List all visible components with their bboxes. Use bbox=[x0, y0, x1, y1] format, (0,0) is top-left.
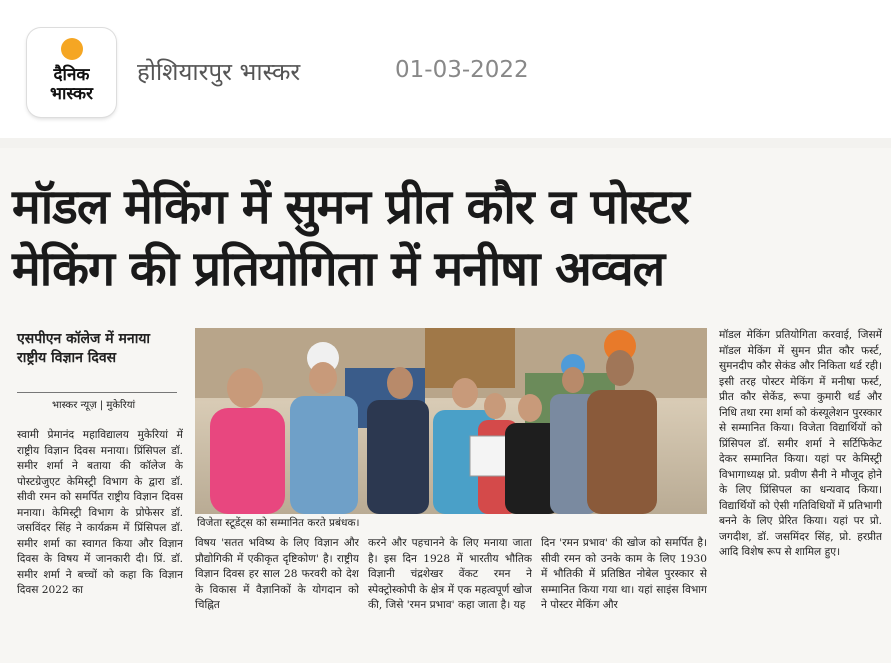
headline-line-2: मेकिंग की प्रतियोगिता में मनीषा अव्वल bbox=[12, 241, 665, 297]
dainik-bhaskar-logo[interactable] bbox=[27, 28, 116, 117]
subhead-divider bbox=[17, 392, 177, 393]
article-column-5: मॉडल मेकिंग प्रतियोगिता करवाई, जिसमें मॉडल मेकिंग में सुमन प्रीत कौर फर्स्ट, सुमनदीप कौर सेकंड और निकिता थर्ड रही। इसी तरह पोस्टर मेकिंग में मनीषा फर्स्ट, प्रीत कौर सेकेंड, रूपा कुमारी थर्ड और निधि तथा रमा शर्मा को कंस्यूलेशन पुरस्कार से सम्मानित किया। विजेता विद्यार्थियों को प्रिंसिपल डॉ. समीर शर्मा ने सर्टिफिकेट देकर सम्मानित किया। यहां पर केमिस्ट्री विभागाध्यक्ष प्रो. प्रवीण सैनी ने मौजूद होने के लिए प्रिंसिपल का धन्यवाद किया। विद्यार्थियों को ऐसी गतिविधियों में प्रतिभागी बनने के लिए प्रेरित किया। यहां पर प्रो. जगदीश, डॉ. जसमिंदर सिंह, प्रो. हरप्रीत आदि विशेष रूप से शामिल हुए। bbox=[719, 329, 882, 558]
article-column-4: दिन 'रमन प्रभाव' की खोज को समर्पित है। सीवी रमन को उनके काम के लिए 1930 में भौतिकी में प्रतिष्ठित नोबेल पुरस्कार से सम्मानित किया गया था। यहां साइंस विभाग ने पोस्टर मेकिंग और bbox=[541, 537, 707, 611]
article-column-3: करने और पहचानने के लिए मनाया जाता है। इस दिन 1928 में भारतीय भौतिक विज्ञानी चंद्रशेखर वेंकट रमन ने स्पेक्ट्रोस्कोपी के क्षेत्र में एक महत्वपूर्ण खोज की, जिसे 'रमन प्रभाव' कहा जाता है। यह bbox=[368, 537, 532, 611]
app-header bbox=[0, 0, 891, 138]
headline-line-1: मॉडल मेकिंग में सुमन प्रीत कौर व पोस्टर bbox=[12, 179, 689, 235]
logo-text-line2: भास्कर bbox=[50, 84, 93, 104]
photo-caption: विजेता स्टूडेंट्स को सम्मानित करते प्रबंधक। bbox=[197, 517, 360, 529]
sun-icon bbox=[61, 38, 83, 60]
article-headline bbox=[12, 176, 882, 300]
article-column-1: स्वामी प्रेमानंद महाविद्यालय मुकेरियां में राष्ट्रीय विज्ञान दिवस मनाया। प्रिंसिपल डॉ. समीर शर्मा ने बताया की कॉलेज के पोस्टग्रेजुएट केमिस्ट्री विभाग के द्वारा डॉ. सीवी रमन को समर्पित राष्ट्रीय विज्ञान दिवस मनाया। केमिस्ट्री विभाग के प्रोफेसर डॉ. जसविंदर सिंह ने कार्यक्रम में प्रिंसिपल डॉ. समीर शर्मा का स्वागत किया और विज्ञान दिवस के विषय में जानकारी दी। प्रिं. डॉ. समीर शर्मा ने बच्चों को कहा कि विज्ञान दिवस 2022 का bbox=[17, 429, 183, 596]
edition-date: 01-03-2022 bbox=[395, 57, 529, 83]
article-subhead: एसपीएन कॉलेज में मनाया राष्ट्रीय विज्ञान दिवस bbox=[17, 331, 151, 366]
logo-text-line1: दैनिक bbox=[53, 65, 90, 85]
edition-title[interactable]: होशियारपुर भास्कर bbox=[137, 58, 301, 86]
article-column-2: विषय 'सतत भविष्य के लिए विज्ञान और प्रौद्योगिकी में एकीकृत दृष्टिकोण' है। राष्ट्रीय विज्ञान दिवस हर साल 28 फरवरी को देश के विकास में वैज्ञानिकों के योगदान को चिह्नित bbox=[195, 537, 359, 611]
award-photo bbox=[195, 328, 707, 514]
article-byline: भास्कर न्यूज़ | मुकेरियां bbox=[52, 400, 136, 411]
award-photo-illustration bbox=[195, 328, 707, 514]
